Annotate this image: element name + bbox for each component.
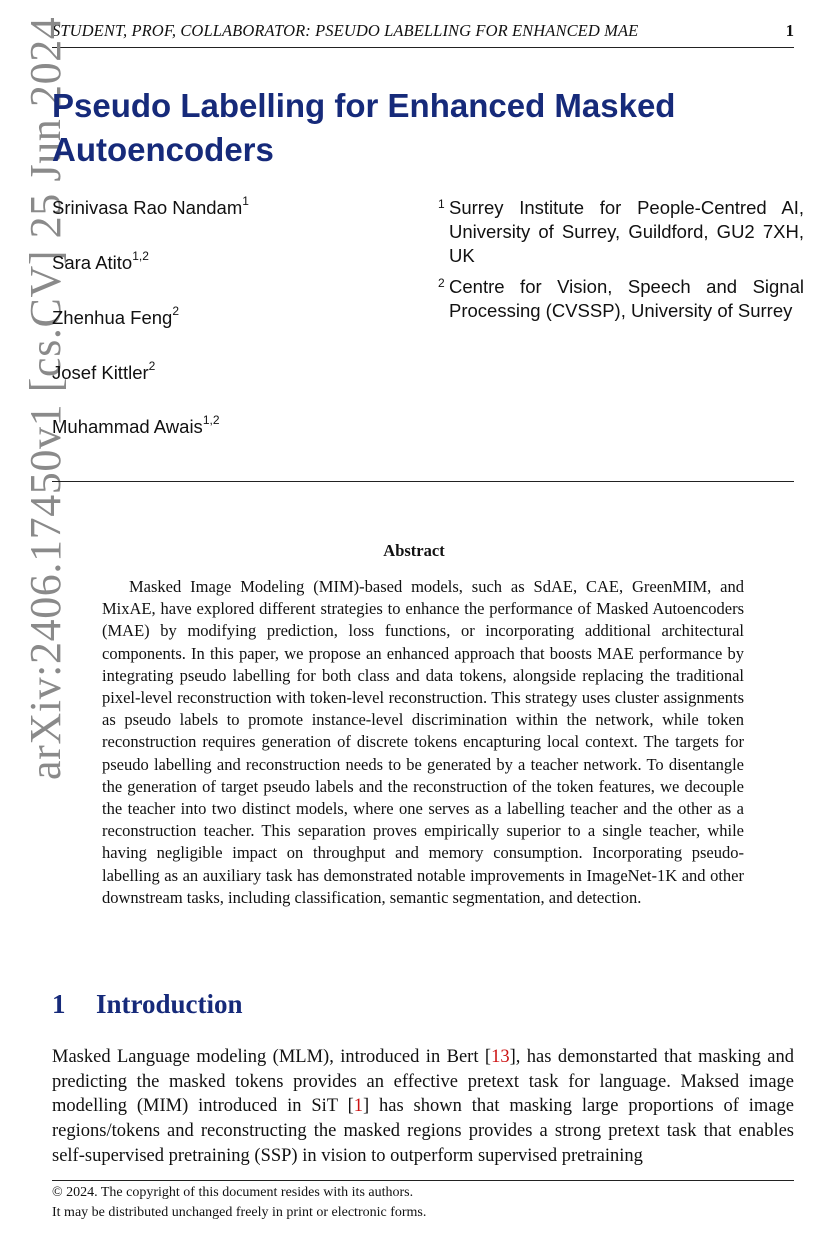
author-affil-mark: 1,2 [202,412,220,427]
author [52,248,149,274]
author [52,358,156,384]
section-heading [52,989,243,1020]
affiliation [438,196,804,268]
affiliation-text: Centre for Vision, Speech and Signal Processing (CVSSP), University of Surrey [449,276,804,321]
running-title: STUDENT, PROF, COLLABORATOR: PSEUDO LABELLING FOR ENHANCED MAE [52,21,639,40]
author-name: Zhenhua Feng [52,307,173,328]
affiliation-number: 2 [438,276,445,290]
abstract-body: Masked Image Modeling (MIM)-based models, such as SdAE, CAE, GreenMIM, and MixAE, have explored different strategies to enhance the performance of Masked Autoencoders (MAE) by modifying prediction, loss functions, or incorporating additional architectural components. In this paper, we propose an enhanced approach that boosts MAE performance by integrating pseudo labelling for both class and data tokens, alongside replacing the traditional pixel-level reconstruction with token-level reconstruction. This strategy uses cluster assignments as pseudo labels to promote instance-level discrimination within the network, while token reconstruction requires generation of discrete tokens encapturing local context. The targets for pseudo labelling and reconstruction needs to be generated by a teacher network. To disentangle the generation of target pseudo labels and the reconstruction of the token features, we decouple the teacher into two distinct models, where one serves as a labelling teacher and the other as a reconstruction teacher. This separation proves empirically superior to a single teacher, while having negligible impact on throughput and memory consumption. Incorporating pseudo-labelling as an auxiliary task has demonstrated notable improvements in ImageNet-1K and other downstream tasks, including classification, semantic segmentation, and detection. [102,577,744,907]
citation-link[interactable]: 13 [491,1047,510,1067]
author-name: Muhammad Awais [52,416,203,437]
affiliation-text: Surrey Institute for People-Centred AI, University of Surrey, Guildford, GU2 7XH, UK [449,197,804,266]
author-name: Sara Atito [52,252,133,273]
distribution-notice: It may be distributed unchanged freely in print or electronic forms. [52,1205,427,1220]
intro-text: Masked Language modeling (MLM), introduced in Bert [ [52,1047,492,1067]
page-number: 1 [785,21,794,40]
paper-title: Pseudo Labelling for Enhanced Masked Autoencoders [52,87,676,168]
abstract-heading: Abstract [383,541,445,560]
author-name: Josef Kittler [52,362,149,383]
intro-text: ] has shown that masking large proportions of image regions/tokens and reconstructing the masked regions provides a strong pretext task that enables self-supervised pretraining (SSP) in vision to outperform supervised pretraining [52,1096,794,1166]
arxiv-stamp: arXiv:2406.17450v1 [cs.CV] 25 Jun 2024 [21,16,70,780]
author [52,412,220,438]
affiliation-number: 1 [438,197,445,211]
section-title: Introduction [96,989,243,1019]
copyright-notice: © 2024. The copyright of this document resides with its authors. [52,1185,414,1200]
author-affil-mark: 2 [172,303,180,318]
author-name: Srinivasa Rao Nandam [52,197,243,218]
running-header [52,21,794,41]
author-affil-mark: 1 [242,193,249,208]
section-number: 1 [52,989,66,1019]
author-affil-mark: 1,2 [132,248,149,263]
citation-link[interactable]: 1 [353,1096,364,1117]
intro-text: ], has demonstarted that masking and predicting the masked tokens provides an effective pretext task for language. Maksed image modelling (MIM) introduced in SiT [ [52,1047,794,1117]
author [52,303,180,329]
footer-rule [52,1180,794,1181]
header-rule [52,47,794,48]
abstract-rule [52,481,794,482]
author [52,193,249,219]
intro-paragraph [52,1045,794,1169]
affiliation [438,275,804,323]
author-affil-mark: 2 [148,358,156,373]
